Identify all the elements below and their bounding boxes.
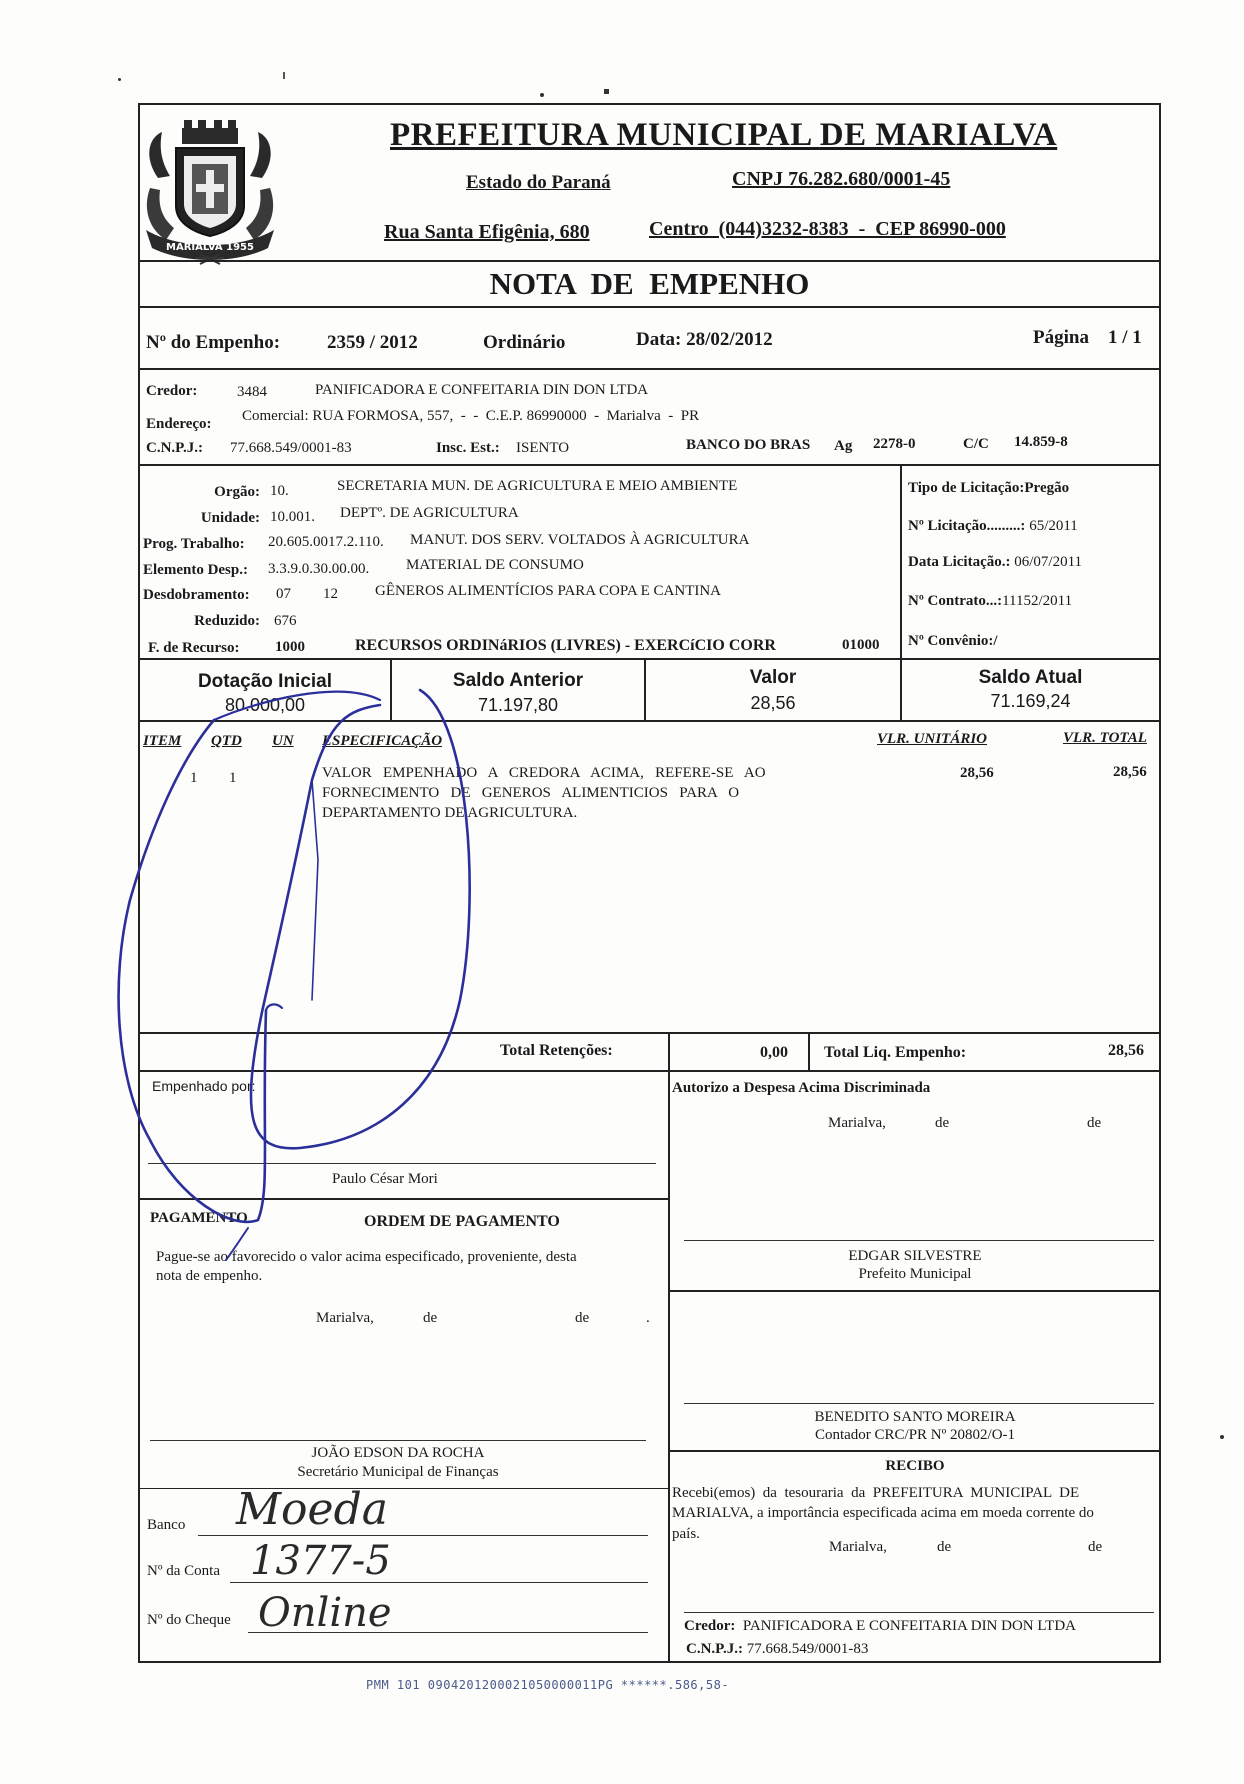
autorizo-de1: de: [935, 1115, 950, 1131]
liquido-label: Total Liq. Empenho:: [824, 1044, 967, 1061]
credor-address: Comercial: RUA FORMOSA, 557, - - C.E.P. 86990000 - Marialva - PR: [242, 408, 700, 424]
retencoes-label: Total Retenções:: [500, 1042, 613, 1059]
desdobramento-desc: GÊNEROS ALIMENTÍCIOS PARA COPA E CANTINA: [375, 583, 722, 599]
recurso-label: F. de Recurso:: [148, 640, 240, 656]
page-number-label: Página: [1033, 327, 1089, 348]
elemento-label: Elemento Desp.:: [143, 562, 248, 578]
header-state: Estado do Paraná: [466, 172, 611, 193]
credor-name: PANIFICADORA E CONFEITARIA DIN DON LTDA: [315, 382, 649, 398]
recurso-number: 01000: [842, 637, 880, 653]
saldo-anterior-value: 71.197,80: [477, 695, 559, 715]
autorizo-label: Autorizo a Despesa Acima Discriminada: [672, 1080, 931, 1096]
recibo-credor-label: Credor:: [684, 1618, 736, 1634]
secretario-title: Secretário Municipal de Finanças: [297, 1464, 499, 1480]
ordem-pagamento-title: ORDEM DE PAGAMENTO: [364, 1213, 560, 1230]
prog-label: Prog. Trabalho:: [143, 536, 245, 552]
bank-name: BANCO DO BRAS: [686, 437, 811, 453]
coat-of-arms-banner: MARIALVA 1955: [166, 242, 254, 253]
liquido-value: 28,56: [1108, 1042, 1144, 1059]
cheque-handwritten: Online: [258, 1590, 392, 1636]
credor-insc: ISENTO: [516, 440, 570, 456]
desdobramento-b: 12: [323, 586, 338, 602]
credor-label: Credor:: [146, 383, 198, 399]
licitacao-type: Tipo de Licitação:Pregão: [908, 480, 1070, 496]
credor-code: 3484: [237, 384, 267, 400]
col-vlr-unitario: VLR. UNITÁRIO: [877, 731, 988, 747]
pagamento-text-line1: Pague-se ao favorecido o valor acima especificado, proveniente, desta: [156, 1249, 577, 1265]
recibo-cnpj-label: C.N.P.J.:: [686, 1641, 743, 1657]
saldo-atual-value: 71.169,24: [990, 691, 1071, 711]
recibo-de1: de: [937, 1539, 952, 1555]
header-title: PREFEITURA MUNICIPAL DE MARIALVA: [390, 117, 1058, 153]
banco-label: Banco: [147, 1517, 186, 1533]
recibo-text-line1: Recebi(emos) da tesouraria da PREFEITURA MUNICIPAL DE: [672, 1485, 1080, 1501]
pagamento-de1: de: [423, 1310, 438, 1326]
banco-handwritten: Moeda: [236, 1484, 388, 1535]
saldo-atual-label: Saldo Atual: [978, 667, 1083, 688]
item-spec-line2: FORNECIMENTO DE GENEROS ALIMENTICIOS PARA O: [322, 785, 740, 801]
page-number: 1 / 1: [1108, 327, 1142, 348]
header-address: Rua Santa Efigênia, 680: [384, 221, 590, 243]
unidade-code: 10.001.: [270, 509, 315, 525]
contador-name: BENEDITO SANTO MOREIRA: [814, 1409, 1016, 1425]
col-especificacao: ESPECIFICAÇÃO: [322, 733, 443, 749]
prog-code: 20.605.0017.2.110.: [268, 534, 384, 550]
recurso-desc: RECURSOS ORDINáRIOS (LIVRES) - EXERCíCIO CORR: [355, 637, 776, 654]
item-spec-line3: DEPARTAMENTO DE AGRICULTURA.: [322, 805, 578, 821]
reduzido-label: Reduzido:: [194, 613, 260, 629]
cnpj-label: C.N.P.J.:: [146, 440, 203, 456]
recibo-de2: de: [1088, 1539, 1103, 1555]
orgao-label: Orgão:: [214, 484, 260, 500]
recibo-place: Marialva,: [829, 1539, 887, 1555]
recibo-cnpj: 77.668.549/0001-83: [746, 1641, 869, 1657]
recibo-text-line3: país.: [672, 1526, 700, 1542]
elemento-code: 3.3.9.0.30.00.00.: [268, 561, 370, 577]
agency-number: 2278-0: [873, 436, 916, 452]
licitacao-date: 06/07/2011: [1014, 554, 1083, 570]
recurso-code: 1000: [275, 639, 305, 655]
header-cnpj: CNPJ 76.282.680/0001-45: [732, 168, 951, 190]
item-qtd: 1: [229, 770, 237, 786]
insc-label: Insc. Est.:: [436, 440, 500, 456]
prefeito-name: EDGAR SILVESTRE: [848, 1248, 982, 1264]
unidade-label: Unidade:: [200, 510, 260, 526]
footer-code: PMM 101 0904201200021050000011PG ******.586,58-: [366, 1678, 730, 1692]
retencoes-value: 0,00: [760, 1044, 788, 1061]
item-total-value: 28,56: [1113, 764, 1147, 780]
reduzido-value: 676: [274, 613, 297, 629]
orgao-code: 10.: [270, 483, 289, 499]
pagamento-label: PAGAMENTO: [150, 1210, 248, 1226]
item-number: 1: [190, 770, 198, 786]
saldo-anterior-label: Saldo Anterior: [452, 670, 584, 691]
orgao-desc: SECRETARIA MUN. DE AGRICULTURA E MEIO AMBIENTE: [337, 478, 738, 494]
conta-label: Nº da Conta: [147, 1563, 220, 1579]
elemento-desc: MATERIAL DE CONSUMO: [406, 557, 584, 573]
licitacao-number-label: Nº Licitação.........:: [908, 518, 1026, 534]
col-item: ITEM: [143, 733, 182, 749]
autorizo-place: Marialva,: [828, 1115, 886, 1131]
item-spec-line1: VALOR EMPENHADO A CREDORA ACIMA, REFERE-SE AO: [322, 765, 766, 781]
desdobramento-a: 07: [276, 586, 291, 602]
contrato-label: Nº Contrato...:: [908, 593, 1003, 609]
recibo-text-line2: MARIALVA, a importância especificada acima em moeda corrente do: [672, 1505, 1094, 1521]
pagamento-place: Marialva,: [316, 1310, 374, 1326]
dotacao-label: Dotação Inicial: [197, 671, 333, 692]
empenhado-label: Empenhado por:: [152, 1078, 256, 1094]
desdobramento-label: Desdobramento:: [143, 587, 250, 603]
contrato-number: 11152/2011: [1002, 593, 1073, 609]
prefeito-title: Prefeito Municipal: [858, 1266, 972, 1282]
col-vlr-total: VLR. TOTAL: [1063, 730, 1147, 746]
item-unit-value: 28,56: [960, 765, 994, 781]
secretario-name: JOÃO EDSON DA ROCHA: [311, 1445, 485, 1461]
document-title: NOTA DE EMPENHO: [489, 266, 810, 301]
address-label: Endereço:: [146, 416, 212, 432]
conta-handwritten: 1377-5: [250, 1538, 391, 1584]
empenho-date: Data: 28/02/2012: [636, 329, 773, 350]
empenho-number: 2359 / 2012: [327, 332, 418, 353]
agency-label: Ag: [834, 438, 853, 454]
licitacao-date-label: Data Licitação.:: [908, 554, 1011, 570]
prog-desc: MANUT. DOS SERV. VOLTADOS À AGRICULTURA: [410, 532, 750, 548]
pagamento-text-line2: nota de empenho.: [156, 1268, 263, 1284]
cheque-label: Nº do Cheque: [147, 1612, 231, 1628]
valor-value: 28,56: [750, 693, 796, 713]
autorizo-de2: de: [1087, 1115, 1102, 1131]
pagamento-dot: .: [646, 1310, 650, 1326]
col-qtd: QTD: [211, 733, 242, 749]
credor-cnpj: 77.668.549/0001-83: [230, 440, 352, 456]
pagamento-de2: de: [575, 1310, 590, 1326]
header-contact: Centro (044)3232-8383 - CEP 86990-000: [649, 218, 1006, 240]
account-label: C/C: [963, 436, 989, 452]
valor-label: Valor: [749, 667, 797, 688]
empenho-number-label: Nº do Empenho:: [146, 332, 281, 353]
recibo-credor-name: PANIFICADORA E CONFEITARIA DIN DON LTDA: [742, 1618, 1077, 1634]
empenho-type: Ordinário: [483, 332, 566, 353]
licitacao-number: 65/2011: [1029, 518, 1078, 534]
contador-title: Contador CRC/PR Nº 20802/O-1: [814, 1427, 1016, 1443]
unidade-desc: DEPTº. DE AGRICULTURA: [340, 505, 519, 521]
col-un: UN: [272, 733, 294, 749]
empenhado-name: Paulo César Mori: [332, 1171, 438, 1187]
convenio: Nº Convênio:/: [908, 633, 998, 649]
recibo-title: RECIBO: [885, 1458, 945, 1474]
dotacao-value: 80.000,00: [224, 695, 306, 715]
account-number: 14.859-8: [1014, 434, 1068, 450]
